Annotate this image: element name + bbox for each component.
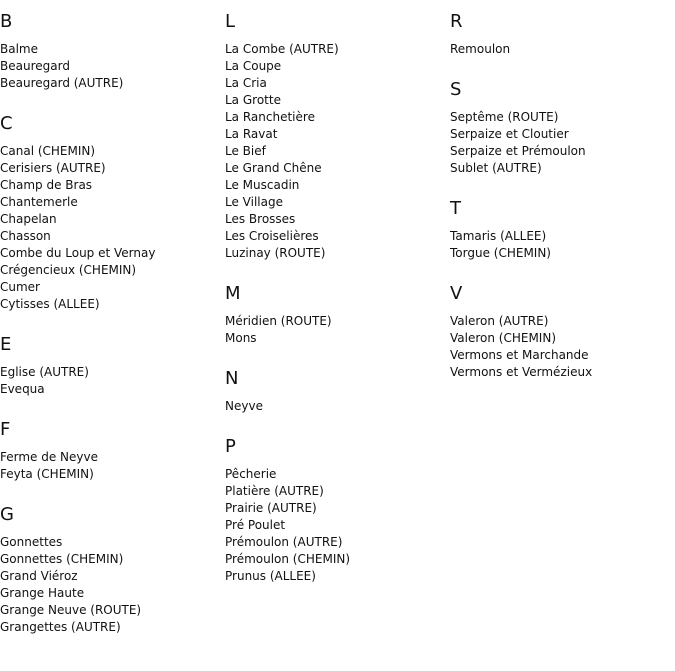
place-list [450, 228, 675, 262]
place-list-item: Gonnettes [0, 535, 63, 549]
place-list-item: Prémoulon (CHEMIN) [225, 552, 351, 566]
place-list-item: Mons [225, 331, 257, 345]
place-list-item: La Cria [225, 76, 267, 90]
section-letter-heading: V [450, 283, 463, 304]
place-list-item: La Ranchetière [225, 110, 315, 124]
letter-section-b [0, 11, 225, 92]
place-list-item: Grand Viéroz [0, 569, 78, 583]
section-letter-heading: L [225, 11, 236, 32]
letter-section-m [225, 283, 450, 347]
place-list-item: Torgue (CHEMIN) [450, 246, 551, 260]
place-list-item: Ferme de Neyve [0, 450, 98, 464]
place-list-item: Tamaris (ALLEE) [450, 229, 547, 243]
place-list [450, 109, 675, 177]
place-list [0, 41, 225, 92]
place-list-item: Chapelan [0, 212, 57, 226]
section-letter-heading: M [225, 283, 241, 304]
section-letter-heading: B [0, 11, 13, 32]
place-list-item: Pré Poulet [225, 518, 286, 532]
place-list-item: Valeron (AUTRE) [450, 314, 549, 328]
place-list-item: Beauregard [0, 59, 70, 73]
section-letter-heading: F [0, 419, 11, 440]
place-list-item: Le Village [225, 195, 283, 209]
place-list-item: Chasson [0, 229, 51, 243]
place-list-item: Le Muscadin [225, 178, 300, 192]
letter-section-f [0, 419, 225, 483]
section-letter-heading: T [450, 198, 461, 219]
place-list-item: Les Croiselières [225, 229, 319, 243]
letter-section-c [0, 113, 225, 313]
letter-section-r [450, 11, 675, 58]
place-list-item: Méridien (ROUTE) [225, 314, 332, 328]
section-letter-heading: P [225, 436, 236, 457]
place-list-item: Remoulon [450, 42, 511, 56]
place-list-item: Grange Neuve (ROUTE) [0, 603, 142, 617]
place-list-item: Cytisses (ALLEE) [0, 297, 100, 311]
place-list-item: Cerisiers (AUTRE) [0, 161, 106, 175]
place-list-item: Platière (AUTRE) [225, 484, 324, 498]
letter-section-l [225, 11, 450, 262]
place-list-item: Les Brosses [225, 212, 296, 226]
place-list-item: Sublet (AUTRE) [450, 161, 542, 175]
place-list-item: La Coupe [225, 59, 282, 73]
place-list-item: La Combe (AUTRE) [225, 42, 339, 56]
place-list-item: Canal (CHEMIN) [0, 144, 96, 158]
place-list-item: Luzinay (ROUTE) [225, 246, 326, 260]
section-letter-heading: S [450, 79, 462, 100]
place-list-item: Gonnettes (CHEMIN) [0, 552, 124, 566]
place-list-item: Pêcherie [225, 467, 277, 481]
place-list-item: Prémoulon (AUTRE) [225, 535, 343, 549]
place-list-item: Vermons et Marchande [450, 348, 589, 362]
section-letter-heading: R [450, 11, 463, 32]
place-list-item: Balme [0, 42, 38, 56]
letter-section-t [450, 198, 675, 262]
place-list [0, 449, 225, 483]
place-list-item: Neyve [225, 399, 263, 413]
place-list-item: Crégencieux (CHEMIN) [0, 263, 137, 277]
place-list-item: La Ravat [225, 127, 278, 141]
place-list-item: Evequa [0, 382, 45, 396]
place-list-item: Le Bief [225, 144, 266, 158]
place-list [225, 398, 450, 415]
letter-section-v [450, 283, 675, 381]
letter-section-s [450, 79, 675, 177]
place-list [225, 313, 450, 347]
section-letter-heading: E [0, 334, 12, 355]
index-column-2 [225, 11, 450, 606]
place-list [225, 41, 450, 262]
place-list [0, 143, 225, 313]
place-list-item: Septême (ROUTE) [450, 110, 559, 124]
place-list-item: Eglise (AUTRE) [0, 365, 89, 379]
place-list-item: Combe du Loup et Vernay [0, 246, 156, 260]
place-list-item: Grangettes (AUTRE) [0, 620, 121, 634]
place-list-item: Le Grand Chêne [225, 161, 322, 175]
place-list-item: Serpaize et Cloutier [450, 127, 569, 141]
letter-section-p [225, 436, 450, 585]
section-letter-heading: C [0, 113, 13, 134]
place-list [225, 466, 450, 585]
place-list-item: Feyta (CHEMIN) [0, 467, 94, 481]
place-list-item: Valeron (CHEMIN) [450, 331, 556, 345]
place-list [450, 313, 675, 381]
place-list [0, 364, 225, 398]
section-letter-heading: N [225, 368, 239, 389]
letter-section-n [225, 368, 450, 415]
index-column-1 [0, 11, 225, 657]
place-list-item: Chantemerle [0, 195, 78, 209]
place-list-item: Cumer [0, 280, 40, 294]
letter-section-g [0, 504, 225, 636]
index-column-3 [450, 11, 675, 402]
letter-section-e [0, 334, 225, 398]
place-list-item: Prairie (AUTRE) [225, 501, 317, 515]
place-list [450, 41, 675, 58]
place-list-item: Vermons et Vermézieux [450, 365, 593, 379]
place-list-item: Champ de Bras [0, 178, 93, 192]
section-letter-heading: G [0, 504, 14, 525]
place-list-item: Serpaize et Prémoulon [450, 144, 586, 158]
place-list-item: La Grotte [225, 93, 281, 107]
place-list [0, 534, 225, 636]
place-list-item: Beauregard (AUTRE) [0, 76, 124, 90]
place-list-item: Grange Haute [0, 586, 85, 600]
place-list-item: Prunus (ALLEE) [225, 569, 316, 583]
